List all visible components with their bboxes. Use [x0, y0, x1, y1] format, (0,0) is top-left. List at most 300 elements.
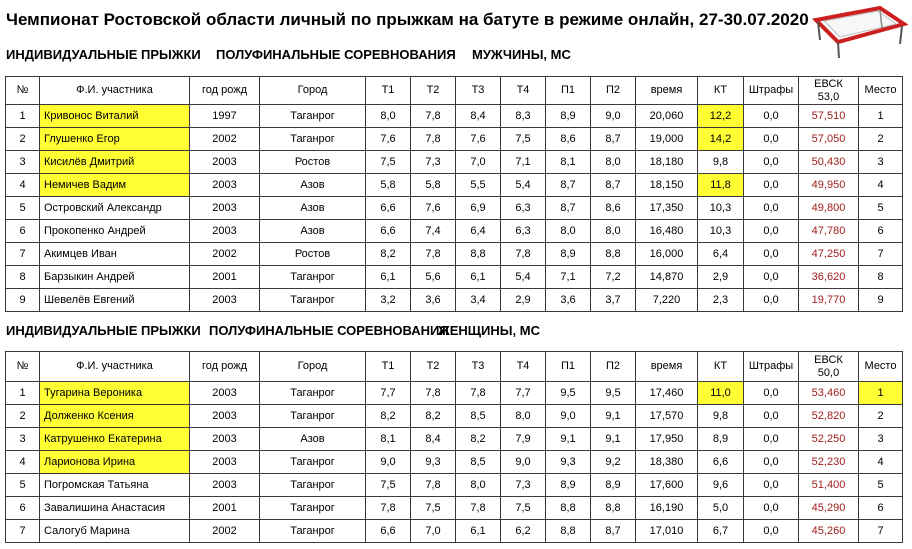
cell-t4: 8,3 [501, 105, 546, 128]
cell-t1: 6,1 [366, 266, 411, 289]
cell-name: Кисилёв Дмитрий [40, 151, 190, 174]
col-header-year: год рожд [190, 352, 260, 382]
cell-evsk: 49,950 [799, 174, 859, 197]
cell-p1: 8,8 [546, 497, 591, 520]
cell-year: 2001 [190, 266, 260, 289]
cell-t4: 7,8 [501, 243, 546, 266]
cell-t3: 8,2 [456, 428, 501, 451]
cell-time: 19,000 [636, 128, 698, 151]
cell-p1: 9,5 [546, 382, 591, 405]
cell-p1: 9,1 [546, 428, 591, 451]
cell-t1: 7,8 [366, 497, 411, 520]
cell-p1: 8,1 [546, 151, 591, 174]
cell-t2: 8,4 [411, 428, 456, 451]
evsk-norm: 53,0 [817, 90, 840, 103]
cell-fines: 0,0 [744, 266, 799, 289]
men-section-group: МУЖЧИНЫ, МС [472, 47, 571, 62]
cell-p2: 3,7 [591, 289, 636, 312]
cell-kt: 11,8 [698, 174, 744, 197]
table-row [6, 105, 903, 128]
cell-city: Таганрог [260, 289, 366, 312]
cell-name: Завалишина Анастасия [40, 497, 190, 520]
cell-place: 1 [859, 105, 903, 128]
cell-t1: 9,0 [366, 451, 411, 474]
cell-p2: 8,8 [591, 497, 636, 520]
cell-year: 2001 [190, 497, 260, 520]
cell-t2: 7,8 [411, 382, 456, 405]
cell-city: Таганрог [260, 520, 366, 543]
cell-time: 14,870 [636, 266, 698, 289]
col-header-t3: Т3 [456, 352, 501, 382]
col-header-evsk [799, 77, 859, 105]
cell-t3: 6,4 [456, 220, 501, 243]
cell-fines: 0,0 [744, 405, 799, 428]
cell-city: Таганрог [260, 405, 366, 428]
cell-year: 2003 [190, 405, 260, 428]
cell-city: Таганрог [260, 382, 366, 405]
women-section-kind: ИНДИВИДУАЛЬНЫЕ ПРЫЖКИ [6, 323, 201, 338]
cell-place: 3 [859, 151, 903, 174]
cell-t1: 6,6 [366, 220, 411, 243]
col-header-city: Город [260, 77, 366, 105]
cell-t3: 7,0 [456, 151, 501, 174]
cell-kt: 6,6 [698, 451, 744, 474]
cell-p2: 8,8 [591, 243, 636, 266]
cell-year: 2002 [190, 243, 260, 266]
cell-name: Барзыкин Андрей [40, 266, 190, 289]
col-header-name: Ф.И. участника [40, 352, 190, 382]
col-header-t3: Т3 [456, 77, 501, 105]
cell-p2: 8,7 [591, 128, 636, 151]
cell-kt: 9,6 [698, 474, 744, 497]
cell-t3: 6,1 [456, 266, 501, 289]
cell-p1: 8,9 [546, 243, 591, 266]
cell-number: 7 [6, 520, 40, 543]
cell-t1: 8,1 [366, 428, 411, 451]
cell-p2: 7,2 [591, 266, 636, 289]
col-header-t4: Т4 [501, 352, 546, 382]
cell-city: Ростов [260, 151, 366, 174]
cell-name: Салогуб Марина [40, 520, 190, 543]
cell-city: Таганрог [260, 451, 366, 474]
cell-kt: 5,0 [698, 497, 744, 520]
cell-t2: 5,8 [411, 174, 456, 197]
cell-evsk: 36,620 [799, 266, 859, 289]
table-row [6, 428, 903, 451]
cell-city: Таганрог [260, 497, 366, 520]
col-header-t4: Т4 [501, 77, 546, 105]
cell-time: 18,150 [636, 174, 698, 197]
cell-number: 1 [6, 105, 40, 128]
cell-t4: 9,0 [501, 451, 546, 474]
cell-place: 8 [859, 266, 903, 289]
cell-fines: 0,0 [744, 520, 799, 543]
cell-time: 18,180 [636, 151, 698, 174]
col-header-city: Город [260, 352, 366, 382]
cell-place: 2 [859, 128, 903, 151]
cell-kt: 10,3 [698, 197, 744, 220]
women-section-header [6, 323, 806, 339]
cell-place: 7 [859, 520, 903, 543]
cell-time: 16,480 [636, 220, 698, 243]
cell-t2: 7,8 [411, 474, 456, 497]
cell-t1: 7,5 [366, 151, 411, 174]
men-results-table [5, 76, 903, 312]
cell-p2: 9,1 [591, 405, 636, 428]
cell-place: 4 [859, 451, 903, 474]
page-title: Чемпионат Ростовской области личный по прыжкам на батуте в режиме онлайн, 27-30.07.2020 [6, 10, 809, 29]
cell-t2: 7,8 [411, 105, 456, 128]
cell-t2: 7,4 [411, 220, 456, 243]
cell-evsk: 53,460 [799, 382, 859, 405]
cell-p1: 8,9 [546, 474, 591, 497]
cell-fines: 0,0 [744, 497, 799, 520]
cell-kt: 11,0 [698, 382, 744, 405]
cell-t1: 8,0 [366, 105, 411, 128]
men-section-stage: ПОЛУФИНАЛЬНЫЕ СОРЕВНОВАНИЯ [216, 47, 456, 62]
cell-name: Долженко Ксения [40, 405, 190, 428]
cell-kt: 14,2 [698, 128, 744, 151]
col-header-t2: Т2 [411, 352, 456, 382]
cell-kt: 8,9 [698, 428, 744, 451]
col-header-fines: Штрафы [744, 352, 799, 382]
cell-year: 2003 [190, 451, 260, 474]
cell-t4: 7,5 [501, 128, 546, 151]
cell-p2: 8,0 [591, 151, 636, 174]
cell-t4: 6,3 [501, 197, 546, 220]
cell-kt: 6,7 [698, 520, 744, 543]
cell-t3: 7,8 [456, 382, 501, 405]
cell-t3: 8,5 [456, 405, 501, 428]
cell-p1: 7,1 [546, 266, 591, 289]
cell-number: 9 [6, 289, 40, 312]
cell-year: 2002 [190, 128, 260, 151]
cell-t1: 8,2 [366, 405, 411, 428]
cell-kt: 10,3 [698, 220, 744, 243]
cell-p2: 8,0 [591, 220, 636, 243]
cell-t2: 7,5 [411, 497, 456, 520]
cell-p1: 8,7 [546, 174, 591, 197]
cell-evsk: 52,230 [799, 451, 859, 474]
cell-time: 18,380 [636, 451, 698, 474]
cell-city: Азов [260, 174, 366, 197]
cell-p2: 8,7 [591, 174, 636, 197]
table-row [6, 266, 903, 289]
cell-kt: 9,8 [698, 151, 744, 174]
cell-year: 2003 [190, 220, 260, 243]
cell-t4: 7,3 [501, 474, 546, 497]
cell-year: 2003 [190, 382, 260, 405]
col-header-kt: КТ [698, 77, 744, 105]
cell-time: 17,010 [636, 520, 698, 543]
col-header-place: Место [859, 77, 903, 105]
women-section-group: ЖЕНЩИНЫ, МС [438, 323, 540, 338]
cell-fines: 0,0 [744, 382, 799, 405]
cell-time: 16,000 [636, 243, 698, 266]
men-section-header [6, 47, 806, 63]
women-section-stage: ПОЛУФИНАЛЬНЫЕ СОРЕВНОВАНИЯ [209, 323, 449, 338]
cell-place: 5 [859, 474, 903, 497]
cell-t3: 8,8 [456, 243, 501, 266]
evsk-norm: 50,0 [817, 366, 840, 379]
cell-t2: 8,2 [411, 405, 456, 428]
table-row [6, 405, 903, 428]
cell-city: Азов [260, 197, 366, 220]
table-row [6, 220, 903, 243]
cell-year: 2003 [190, 428, 260, 451]
cell-year: 2003 [190, 474, 260, 497]
cell-city: Таганрог [260, 474, 366, 497]
cell-name: Тугарина Вероника [40, 382, 190, 405]
cell-city: Таганрог [260, 105, 366, 128]
cell-number: 5 [6, 474, 40, 497]
cell-number: 2 [6, 128, 40, 151]
cell-t3: 7,6 [456, 128, 501, 151]
cell-evsk: 52,250 [799, 428, 859, 451]
cell-name: Глушенко Егор [40, 128, 190, 151]
table-row [6, 174, 903, 197]
cell-place: 5 [859, 197, 903, 220]
cell-t3: 6,9 [456, 197, 501, 220]
cell-t1: 7,6 [366, 128, 411, 151]
cell-name: Погромская Татьяна [40, 474, 190, 497]
cell-number: 5 [6, 197, 40, 220]
cell-t4: 7,5 [501, 497, 546, 520]
cell-place: 6 [859, 220, 903, 243]
cell-number: 3 [6, 428, 40, 451]
cell-place: 2 [859, 405, 903, 428]
cell-city: Таганрог [260, 266, 366, 289]
col-header-t2: Т2 [411, 77, 456, 105]
cell-p1: 3,6 [546, 289, 591, 312]
cell-place: 6 [859, 497, 903, 520]
cell-t2: 5,6 [411, 266, 456, 289]
cell-t4: 5,4 [501, 266, 546, 289]
cell-year: 2003 [190, 289, 260, 312]
cell-p1: 8,9 [546, 105, 591, 128]
col-header-kt: КТ [698, 352, 744, 382]
cell-t4: 5,4 [501, 174, 546, 197]
table-row [6, 151, 903, 174]
cell-evsk: 57,050 [799, 128, 859, 151]
cell-evsk: 45,260 [799, 520, 859, 543]
cell-number: 8 [6, 266, 40, 289]
cell-t1: 3,2 [366, 289, 411, 312]
cell-number: 3 [6, 151, 40, 174]
cell-city: Азов [260, 220, 366, 243]
trampoline-icon [808, 2, 908, 60]
cell-year: 2003 [190, 197, 260, 220]
cell-fines: 0,0 [744, 105, 799, 128]
col-header-evsk [799, 352, 859, 382]
cell-name: Немичев Вадим [40, 174, 190, 197]
cell-time: 17,570 [636, 405, 698, 428]
cell-fines: 0,0 [744, 428, 799, 451]
cell-kt: 12,2 [698, 105, 744, 128]
col-header-p1: П1 [546, 77, 591, 105]
cell-evsk: 50,430 [799, 151, 859, 174]
cell-fines: 0,0 [744, 197, 799, 220]
table-row [6, 382, 903, 405]
cell-kt: 2,9 [698, 266, 744, 289]
cell-t2: 7,8 [411, 128, 456, 151]
cell-time: 17,350 [636, 197, 698, 220]
cell-number: 7 [6, 243, 40, 266]
cell-p2: 8,6 [591, 197, 636, 220]
cell-name: Прокопенко Андрей [40, 220, 190, 243]
cell-city: Таганрог [260, 128, 366, 151]
col-header-number: № [6, 77, 40, 105]
cell-p1: 8,7 [546, 197, 591, 220]
col-header-fines: Штрафы [744, 77, 799, 105]
table-row [6, 520, 903, 543]
cell-t4: 2,9 [501, 289, 546, 312]
men-section-kind: ИНДИВИДУАЛЬНЫЕ ПРЫЖКИ [6, 47, 201, 62]
cell-fines: 0,0 [744, 451, 799, 474]
cell-t4: 7,7 [501, 382, 546, 405]
evsk-label: ЕВСК [814, 77, 843, 90]
evsk-label: ЕВСК [814, 353, 843, 366]
cell-year: 2003 [190, 151, 260, 174]
cell-t2: 7,0 [411, 520, 456, 543]
cell-number: 4 [6, 451, 40, 474]
cell-kt: 6,4 [698, 243, 744, 266]
cell-t4: 7,1 [501, 151, 546, 174]
table-row [6, 243, 903, 266]
col-header-place: Место [859, 352, 903, 382]
cell-t4: 6,2 [501, 520, 546, 543]
cell-evsk: 49,800 [799, 197, 859, 220]
cell-t1: 7,5 [366, 474, 411, 497]
cell-number: 6 [6, 497, 40, 520]
cell-city: Азов [260, 428, 366, 451]
col-header-p1: П1 [546, 352, 591, 382]
cell-p1: 9,3 [546, 451, 591, 474]
cell-name: Кривонос Виталий [40, 105, 190, 128]
cell-fines: 0,0 [744, 128, 799, 151]
cell-evsk: 45,290 [799, 497, 859, 520]
cell-name: Катрушенко Екатерина [40, 428, 190, 451]
cell-p1: 8,8 [546, 520, 591, 543]
cell-t4: 7,9 [501, 428, 546, 451]
cell-t2: 9,3 [411, 451, 456, 474]
cell-p2: 8,7 [591, 520, 636, 543]
col-header-time: время [636, 77, 698, 105]
cell-fines: 0,0 [744, 220, 799, 243]
cell-p1: 8,6 [546, 128, 591, 151]
cell-year: 2002 [190, 520, 260, 543]
cell-p2: 9,2 [591, 451, 636, 474]
cell-t1: 5,8 [366, 174, 411, 197]
col-header-name: Ф.И. участника [40, 77, 190, 105]
col-header-p2: П2 [591, 77, 636, 105]
cell-t4: 6,3 [501, 220, 546, 243]
cell-year: 2003 [190, 174, 260, 197]
cell-fines: 0,0 [744, 474, 799, 497]
cell-city: Ростов [260, 243, 366, 266]
cell-evsk: 52,820 [799, 405, 859, 428]
cell-evsk: 57,510 [799, 105, 859, 128]
cell-t2: 7,8 [411, 243, 456, 266]
cell-t3: 8,4 [456, 105, 501, 128]
cell-place: 9 [859, 289, 903, 312]
cell-fines: 0,0 [744, 151, 799, 174]
cell-t1: 6,6 [366, 197, 411, 220]
table-row [6, 197, 903, 220]
cell-fines: 0,0 [744, 289, 799, 312]
cell-p2: 9,1 [591, 428, 636, 451]
col-header-t1: Т1 [366, 352, 411, 382]
table-row [6, 451, 903, 474]
cell-t3: 5,5 [456, 174, 501, 197]
cell-p2: 9,0 [591, 105, 636, 128]
cell-place: 7 [859, 243, 903, 266]
cell-t2: 7,3 [411, 151, 456, 174]
cell-name: Островский Александр [40, 197, 190, 220]
cell-kt: 9,8 [698, 405, 744, 428]
cell-t4: 8,0 [501, 405, 546, 428]
cell-time: 17,460 [636, 382, 698, 405]
cell-t1: 6,6 [366, 520, 411, 543]
cell-p2: 9,5 [591, 382, 636, 405]
cell-fines: 0,0 [744, 243, 799, 266]
table-row [6, 128, 903, 151]
cell-evsk: 51,400 [799, 474, 859, 497]
cell-time: 16,190 [636, 497, 698, 520]
cell-place: 1 [859, 382, 903, 405]
cell-t3: 6,1 [456, 520, 501, 543]
cell-p1: 9,0 [546, 405, 591, 428]
women-results-table [5, 351, 903, 543]
cell-evsk: 47,780 [799, 220, 859, 243]
table-row [6, 497, 903, 520]
cell-p1: 8,0 [546, 220, 591, 243]
table-row [6, 474, 903, 497]
cell-t2: 3,6 [411, 289, 456, 312]
cell-t3: 7,8 [456, 497, 501, 520]
cell-number: 2 [6, 405, 40, 428]
table-row [6, 289, 903, 312]
cell-time: 7,220 [636, 289, 698, 312]
col-header-year: год рожд [190, 77, 260, 105]
col-header-time: время [636, 352, 698, 382]
cell-fines: 0,0 [744, 174, 799, 197]
cell-number: 6 [6, 220, 40, 243]
cell-t1: 8,2 [366, 243, 411, 266]
cell-t3: 3,4 [456, 289, 501, 312]
cell-name: Акимцев Иван [40, 243, 190, 266]
cell-year: 1997 [190, 105, 260, 128]
cell-place: 3 [859, 428, 903, 451]
col-header-number: № [6, 352, 40, 382]
cell-place: 4 [859, 174, 903, 197]
cell-name: Ларионова Ирина [40, 451, 190, 474]
cell-t3: 8,0 [456, 474, 501, 497]
col-header-t1: Т1 [366, 77, 411, 105]
cell-evsk: 47,250 [799, 243, 859, 266]
cell-number: 4 [6, 174, 40, 197]
cell-t2: 7,6 [411, 197, 456, 220]
cell-time: 17,950 [636, 428, 698, 451]
cell-number: 1 [6, 382, 40, 405]
cell-time: 17,600 [636, 474, 698, 497]
cell-p2: 8,9 [591, 474, 636, 497]
cell-t1: 7,7 [366, 382, 411, 405]
cell-evsk: 19,770 [799, 289, 859, 312]
cell-time: 20,060 [636, 105, 698, 128]
cell-name: Шевелёв Евгений [40, 289, 190, 312]
cell-t3: 8,5 [456, 451, 501, 474]
